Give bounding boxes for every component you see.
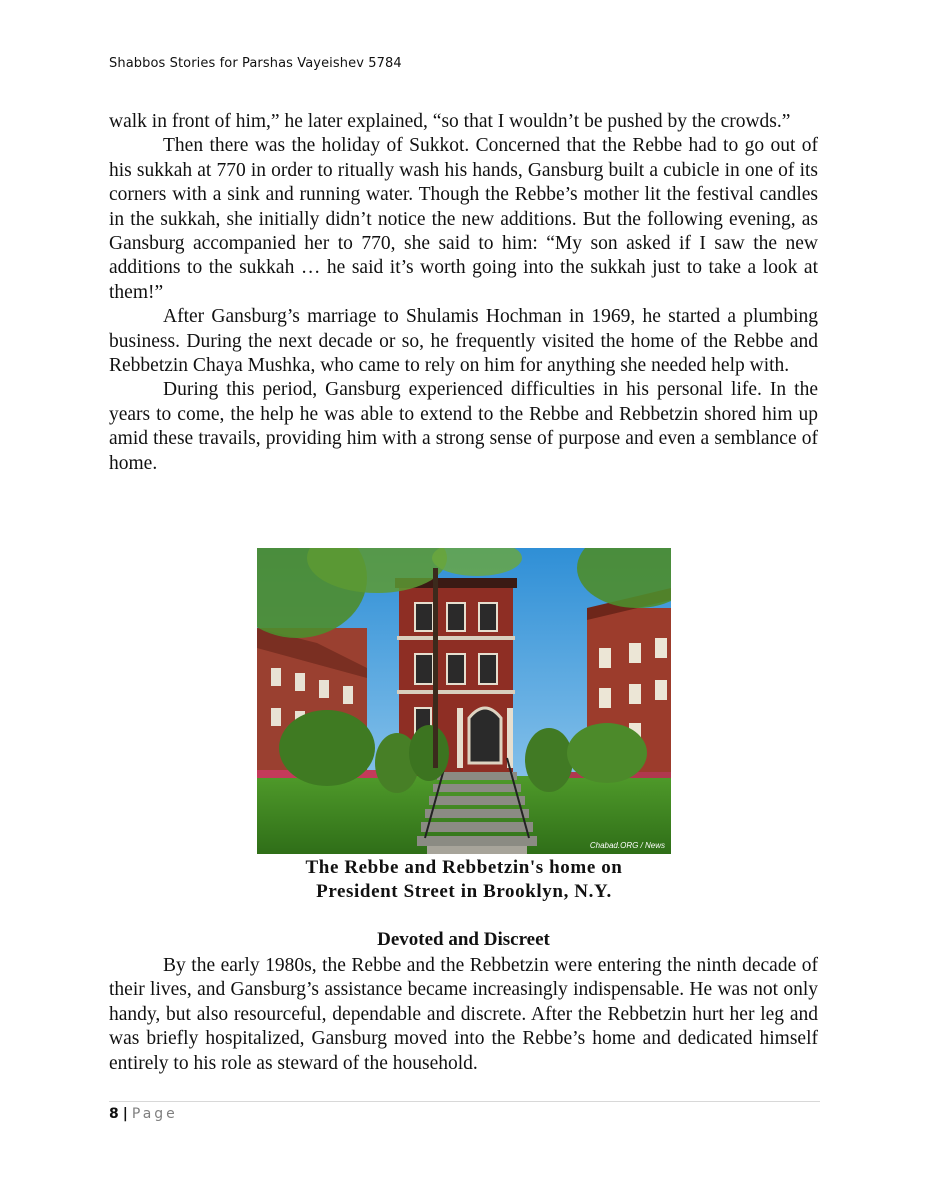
paragraph-sukkot: Then there was the holiday of Sukkot. Concerned that the Rebbe had to go out of his sukkah at 770 in order to ritually wash his hands, Gansburg built a cubicle in one of its corners with a sink and running water. Though the Rebbe’s mother lit the festival candles in the sukkah, she initially didn’t notice the new additions. But the following evening, as Gansburg accompanied her to 770, she said to him: “My son asked if I saw the new additions to the sukkah … he said it’s worth going into the sukkah just to take a look at them!” [109, 135, 818, 303]
caption-line-2: President Street in Brooklyn, N.Y. [316, 881, 612, 902]
body-text-bottom [109, 954, 818, 1076]
paragraph-continuation: walk in front of him,” he later explained, “so that I wouldn’t be pushed by the crowds.” [109, 111, 791, 132]
paragraph-early-1980s: By the early 1980s, the Rebbe and the Rebbetzin were entering the ninth decade of their lives, and Gansburg’s assistance became increasingly indispensable. He was not only handy, but also resourceful, dependable and discrete. After the Rebbetzin hurt her leg and was briefly hospitalized, Gansburg moved into the Rebbe’s home and dedicated himself entirely to his role as steward of the household. [109, 955, 818, 1074]
page-footer [109, 1106, 178, 1122]
page-label: Page [131, 1106, 178, 1122]
section-heading: Devoted and Discreet [377, 929, 550, 950]
photo-caption [257, 856, 671, 904]
caption-line-1: The Rebbe and Rebbetzin's home on [305, 857, 623, 878]
running-header: Shabbos Stories for Parshas Vayeishev 5784 [109, 56, 402, 71]
footer-separator: | [122, 1106, 128, 1122]
footer-divider [109, 1101, 820, 1102]
photo-watermark: Chabad.ORG / News [589, 841, 665, 850]
page-number: 8 [109, 1106, 119, 1122]
body-text-top [109, 110, 818, 476]
house-photo [257, 548, 671, 854]
paragraph-marriage: After Gansburg’s marriage to Shulamis Hochman in 1969, he started a plumbing business. During the next decade or so, he frequently visited the home of the Rebbe and Rebbetzin Chaya Mushka, who came to rely on him for anything she needed help with. [109, 306, 818, 377]
paragraph-difficulties: During this period, Gansburg experienced difficulties in his personal life. In the years to come, the help he was able to extend to the Rebbe and Rebbetzin shored him up amid these travails, providing him with a strong sense of purpose and even a semblance of home. [109, 379, 818, 474]
